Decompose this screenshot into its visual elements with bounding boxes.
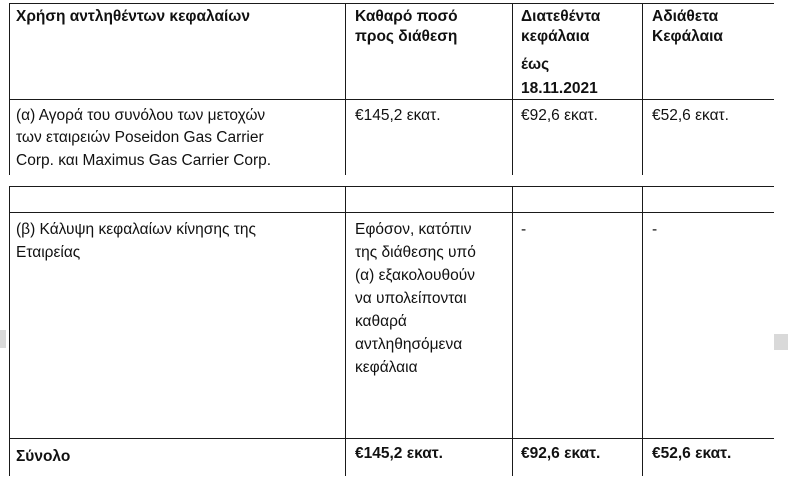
- row-divider-empty: [9, 212, 774, 213]
- table-border-left: [9, 3, 10, 175]
- total-label: Σύνολο: [16, 448, 71, 465]
- row-b-net-line4: να υπολείπονται: [355, 290, 467, 307]
- row-b-net-line3: (α) εξακολουθούν: [355, 267, 475, 284]
- row-a-use-line3: Corp. και Maximus Gas Carrier Corp.: [16, 152, 272, 169]
- row-b-use-line2: Εταιρείας: [16, 244, 81, 261]
- header-net-amount-line1: Καθαρό ποσό: [355, 8, 458, 25]
- total-net-amount: €145,2 εκατ.: [355, 445, 443, 462]
- right-edge-mark: [774, 334, 788, 350]
- table-header-divider: [9, 99, 774, 100]
- header-allocated-line4: 18.11.2021: [521, 80, 598, 97]
- total-allocated: €92,6 εκατ.: [521, 445, 601, 462]
- row-a-net-amount: €145,2 εκατ.: [355, 107, 441, 124]
- row-divider-total: [9, 438, 774, 439]
- header-unallocated-line1: Αδιάθετα: [652, 8, 719, 25]
- total-unallocated: €52,6 εκατ.: [652, 445, 732, 462]
- header-unallocated-line2: Κεφάλαια: [652, 28, 723, 45]
- header-allocated-line3: έως: [521, 56, 550, 73]
- column-divider-2: [512, 3, 513, 175]
- row-b-use-line1: (β) Κάλυψη κεφαλαίων κίνησης της: [16, 221, 256, 238]
- row-b-net-line1: Εφόσον, κατόπιν: [355, 221, 472, 238]
- header-net-amount-line2: προς διάθεση: [355, 28, 458, 45]
- table-border-top-lower: [9, 186, 774, 187]
- row-b-net-line2: της διάθεσης υπό: [355, 244, 476, 261]
- column-divider-3: [642, 3, 643, 175]
- column-divider-3-lower: [642, 186, 643, 476]
- table-border-top: [9, 3, 774, 4]
- row-a-use-line1: (α) Αγορά του συνόλου των μετοχών: [16, 107, 266, 124]
- left-edge-mark: [0, 330, 6, 348]
- table-border-left-lower: [9, 186, 10, 476]
- row-b-net-line6: αντληθησόμενα: [355, 336, 463, 353]
- row-a-unallocated: €52,6 εκατ.: [652, 107, 729, 124]
- row-a-allocated: €92,6 εκατ.: [521, 107, 598, 124]
- row-a-use-line2: των εταιρειών Poseidon Gas Carrier: [16, 129, 264, 146]
- header-use-of-funds: Χρήση αντληθέντων κεφαλαίων: [16, 8, 251, 25]
- row-b-net-line5: καθαρά: [355, 313, 407, 330]
- column-divider-1: [345, 3, 346, 175]
- header-allocated-line2: κεφάλαια: [521, 28, 590, 45]
- column-divider-1-lower: [345, 186, 346, 476]
- column-divider-2-lower: [512, 186, 513, 476]
- row-b-unallocated: -: [652, 221, 658, 238]
- header-allocated-line1: Διατεθέντα: [521, 8, 601, 25]
- row-b-net-line7: κεφάλαια: [355, 359, 418, 376]
- row-b-allocated: -: [521, 221, 527, 238]
